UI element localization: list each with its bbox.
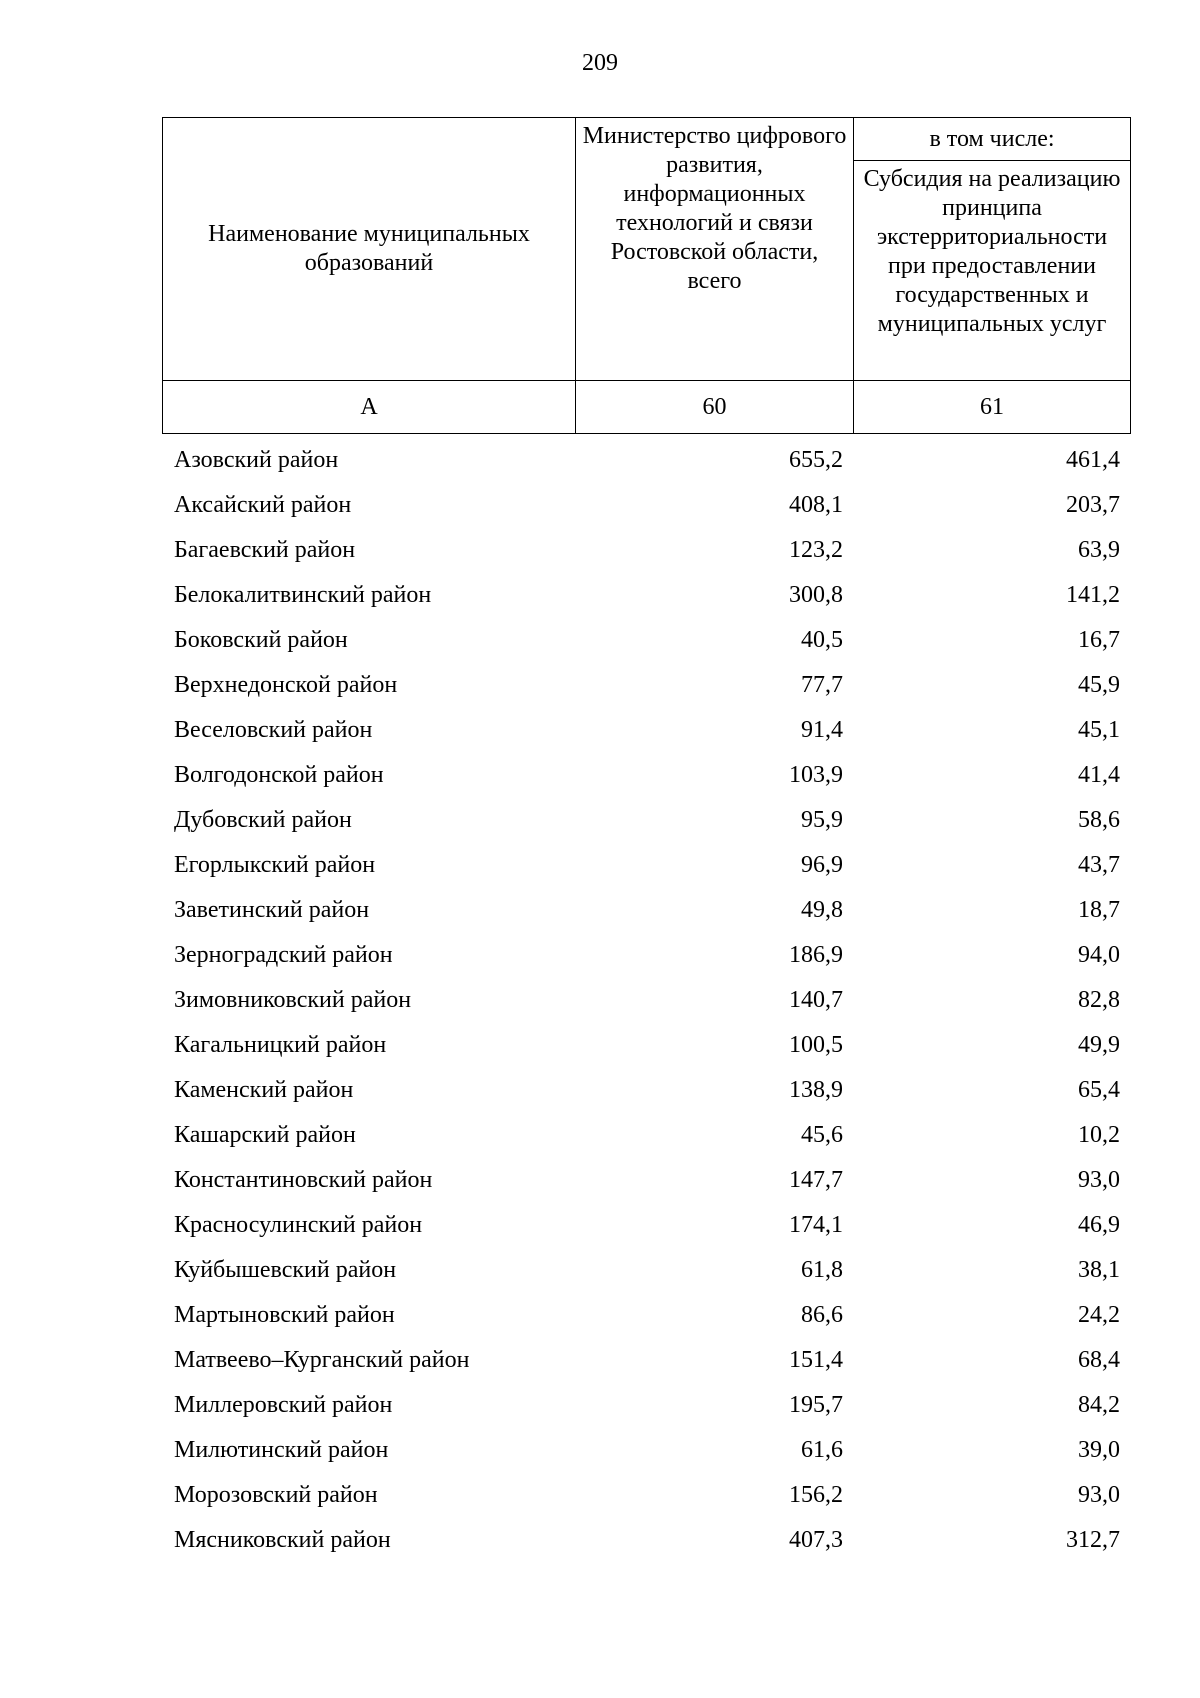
district-name: Кашарский район: [174, 1122, 356, 1148]
value-col-60: 174,1: [789, 1212, 843, 1238]
table-row: [162, 573, 1130, 618]
table-row: [162, 1158, 1130, 1203]
table-row: [162, 1473, 1130, 1518]
table-row: [162, 933, 1130, 978]
value-col-61: 93,0: [1078, 1482, 1120, 1508]
value-col-61: 38,1: [1078, 1257, 1120, 1283]
value-col-60: 300,8: [789, 582, 843, 608]
district-name: Мартыновский район: [174, 1302, 395, 1328]
table-row: [162, 663, 1130, 708]
district-name: Милютинский район: [174, 1437, 389, 1463]
value-col-61: 65,4: [1078, 1077, 1120, 1103]
value-col-60: 138,9: [789, 1077, 843, 1103]
table-row: [162, 483, 1130, 528]
table-row: [162, 1203, 1130, 1248]
value-col-61: 43,7: [1078, 852, 1120, 878]
value-col-60: 186,9: [789, 942, 843, 968]
table-row: [162, 618, 1130, 663]
value-col-60: 61,6: [801, 1437, 843, 1463]
table-row: [162, 1068, 1130, 1113]
value-col-61: 461,4: [1066, 447, 1120, 473]
value-col-60: 91,4: [801, 717, 843, 743]
district-name: Матвеево–Курганский район: [174, 1347, 470, 1373]
value-col-61: 312,7: [1066, 1527, 1120, 1553]
header-including-label: в том числе:: [929, 125, 1055, 152]
value-col-60: 407,3: [789, 1527, 843, 1553]
table-row: [162, 843, 1130, 888]
district-name: Боковский район: [174, 627, 348, 653]
table-row: [162, 1248, 1130, 1293]
district-name: Белокалитвинский район: [174, 582, 432, 608]
value-col-61: 41,4: [1078, 762, 1120, 788]
value-col-61: 68,4: [1078, 1347, 1120, 1373]
header-subsidy-label: Субсидия на реализацию принципа экстерриториальности при предоставлении государственных и муниципальных услуг: [863, 166, 1121, 337]
table-row: [162, 798, 1130, 843]
district-name: Каменский район: [174, 1077, 354, 1103]
table-row: [162, 1113, 1130, 1158]
value-col-60: 49,8: [801, 897, 843, 923]
value-col-60: 77,7: [801, 672, 843, 698]
value-col-60: 140,7: [789, 987, 843, 1013]
table-row: [162, 1518, 1130, 1563]
district-name: Кагальницкий район: [174, 1032, 387, 1058]
value-col-60: 103,9: [789, 762, 843, 788]
value-col-61: 49,9: [1078, 1032, 1120, 1058]
header-ministry-cell: [576, 118, 854, 381]
value-col-61: 63,9: [1078, 537, 1120, 563]
value-col-61: 141,2: [1066, 582, 1120, 608]
header-ministry-label: Министерство цифрового развития, информационных технологий и связи Ростовской области, всего: [582, 123, 847, 294]
value-col-60: 147,7: [789, 1167, 843, 1193]
value-col-60: 96,9: [801, 852, 843, 878]
table-row: [162, 1338, 1130, 1383]
district-name: Красносулинский район: [174, 1212, 423, 1238]
value-col-61: 16,7: [1078, 627, 1120, 653]
district-name: Егорлыкский район: [174, 852, 376, 878]
table-header: [162, 117, 1131, 434]
value-col-61: 94,0: [1078, 942, 1120, 968]
header-including-cell: [854, 118, 1131, 161]
table-row: [162, 1383, 1130, 1428]
district-name: Волгодонской район: [174, 762, 384, 788]
value-col-61: 84,2: [1078, 1392, 1120, 1418]
district-name: Заветинский район: [174, 897, 370, 923]
value-col-60: 45,6: [801, 1122, 843, 1148]
district-name: Мясниковский район: [174, 1527, 391, 1553]
table-row: [162, 1428, 1130, 1473]
value-col-61: 18,7: [1078, 897, 1120, 923]
table-row: [162, 528, 1130, 573]
value-col-61: 10,2: [1078, 1122, 1120, 1148]
header-name-cell: [163, 118, 576, 381]
value-col-60: 40,5: [801, 627, 843, 653]
value-col-61: 58,6: [1078, 807, 1120, 833]
district-name: Дубовский район: [174, 807, 352, 833]
value-col-60: 95,9: [801, 807, 843, 833]
header-name-label: Наименование муниципальных образований: [208, 221, 530, 276]
value-col-61: 93,0: [1078, 1167, 1120, 1193]
district-name: Миллеровский район: [174, 1392, 393, 1418]
district-name: Веселовский район: [174, 717, 373, 743]
value-col-60: 195,7: [789, 1392, 843, 1418]
value-col-60: 655,2: [789, 447, 843, 473]
table-row: [162, 888, 1130, 933]
district-name: Верхнедонской район: [174, 672, 398, 698]
value-col-61: 45,9: [1078, 672, 1120, 698]
data-rows: [162, 438, 1130, 1563]
district-name: Куйбышевский район: [174, 1257, 397, 1283]
value-col-61: 46,9: [1078, 1212, 1120, 1238]
value-col-61: 24,2: [1078, 1302, 1120, 1328]
column-number-60: 60: [576, 381, 854, 434]
district-name: Зимовниковский район: [174, 987, 412, 1013]
table-row: [162, 1293, 1130, 1338]
value-col-60: 61,8: [801, 1257, 843, 1283]
value-col-60: 408,1: [789, 492, 843, 518]
column-number-a: А: [163, 381, 576, 434]
value-col-60: 100,5: [789, 1032, 843, 1058]
value-col-60: 151,4: [789, 1347, 843, 1373]
value-col-61: 39,0: [1078, 1437, 1120, 1463]
table-row: [162, 1023, 1130, 1068]
district-name: Аксайский район: [174, 492, 352, 518]
value-col-60: 123,2: [789, 537, 843, 563]
table-row: [162, 708, 1130, 753]
table-row: [162, 978, 1130, 1023]
district-name: Морозовский район: [174, 1482, 378, 1508]
table-row: [162, 438, 1130, 483]
value-col-61: 82,8: [1078, 987, 1120, 1013]
header-subsidy-cell: [854, 161, 1131, 381]
value-col-61: 203,7: [1066, 492, 1120, 518]
table-row: [162, 753, 1130, 798]
district-name: Зерноградский район: [174, 942, 393, 968]
column-number-61: 61: [854, 381, 1131, 434]
value-col-60: 86,6: [801, 1302, 843, 1328]
district-name: Азовский район: [174, 447, 339, 473]
data-table: [162, 438, 1130, 1563]
value-col-60: 156,2: [789, 1482, 843, 1508]
district-name: Багаевский район: [174, 537, 356, 563]
district-name: Константиновский район: [174, 1167, 433, 1193]
value-col-61: 45,1: [1078, 717, 1120, 743]
page-number: 209: [582, 50, 618, 76]
